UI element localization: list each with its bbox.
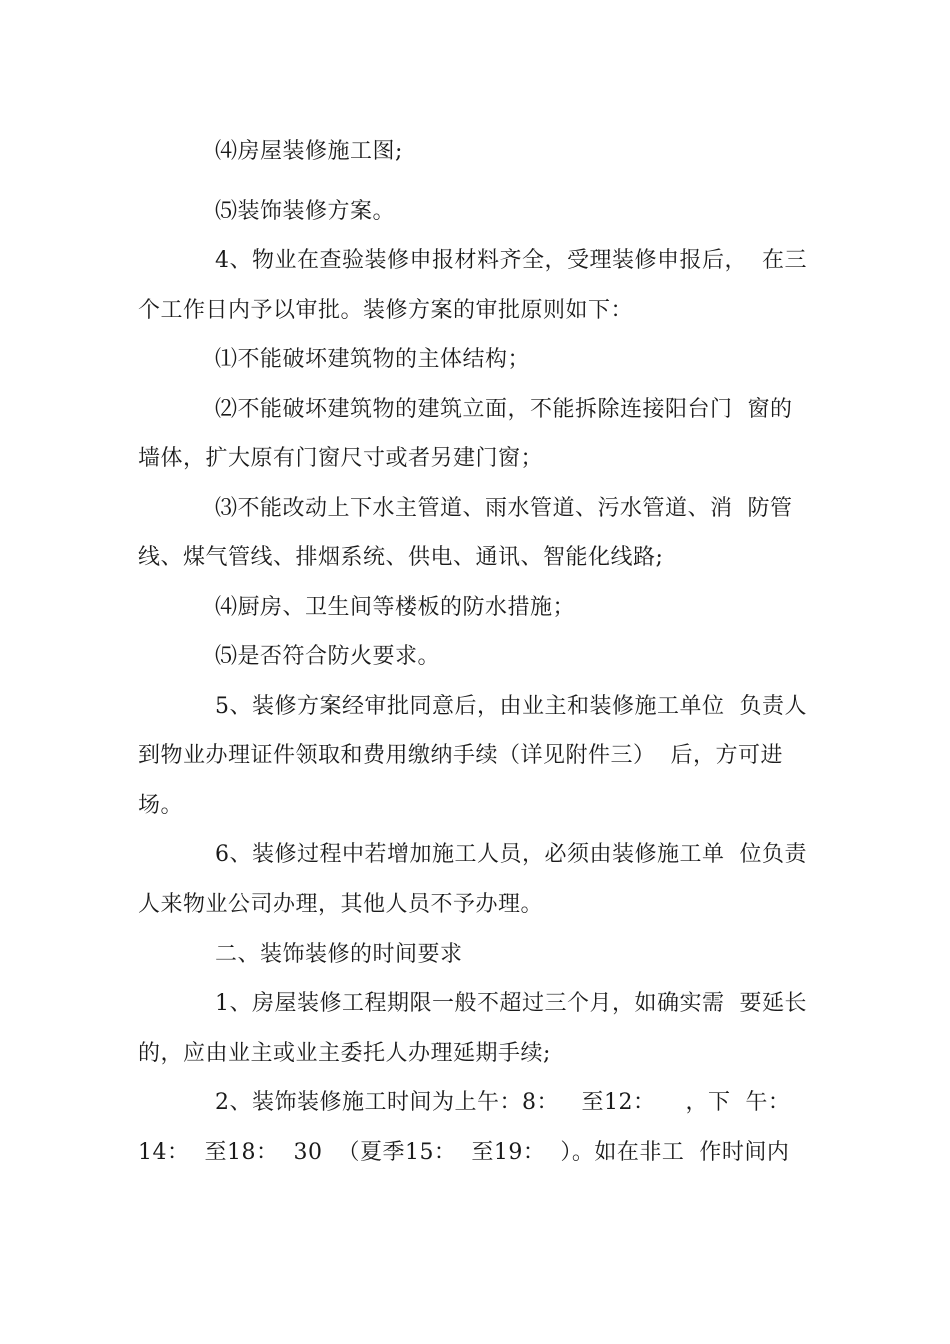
text-line-9: 线、煤气管线、排烟系统、供电、通讯、智能化线路; <box>138 545 664 570</box>
text-line-19: 的，应由业主或业主委托人办理延期手续; <box>138 1041 551 1066</box>
text-line-4: 个工作日内予以审批。装修方案的审批原则如下： <box>138 298 634 323</box>
text-line-14: 场。 <box>138 793 184 818</box>
text-line-5: ⑴不能破坏建筑物的主体结构； <box>215 347 531 372</box>
text-line-15: 6、装修过程中若增加施工人员，必须由装修施工单 位负责 <box>215 842 807 867</box>
text-line-18: 1、房屋装修工程期限一般不超过三个月，如确实需 要延长 <box>215 991 807 1016</box>
text-line-10: ⑷厨房、卫生间等楼板的防水措施； <box>215 595 576 620</box>
text-line-3: 4、物业在查验装修申报材料齐全，受理装修申报后， 在三 <box>215 248 807 273</box>
text-line-21: 14： 至18： 30 （夏季15： 至19： ）。如在非工 作时间内 <box>138 1140 790 1165</box>
text-line-12: 5、装修方案经审批同意后，由业主和装修施工单位 负责人 <box>215 694 807 719</box>
text-line-20: 2、装饰装修施工时间为上午：8： 至12： ，下 午： <box>215 1090 791 1115</box>
text-line-1: ⑷房屋装修施工图; <box>215 139 403 164</box>
section-heading: 二、装饰装修的时间要求 <box>215 942 463 967</box>
text-line-13: 到物业办理证件领取和费用缴纳手续（详见附件三） 后，方可进 <box>138 743 783 768</box>
text-line-16: 人来物业公司办理，其他人员不予办理。 <box>138 892 544 917</box>
text-line-6: ⑵不能破坏建筑物的建筑立面，不能拆除连接阳台门 窗的 <box>215 397 793 422</box>
text-line-7: 墙体，扩大原有门窗尺寸或者另建门窗； <box>138 446 544 471</box>
text-line-11: ⑸是否符合防火要求。 <box>215 644 441 669</box>
text-line-8: ⑶不能改动上下水主管道、雨水管道、污水管道、消 防管 <box>215 496 793 521</box>
text-line-2: ⑸装饰装修方案。 <box>215 199 396 224</box>
